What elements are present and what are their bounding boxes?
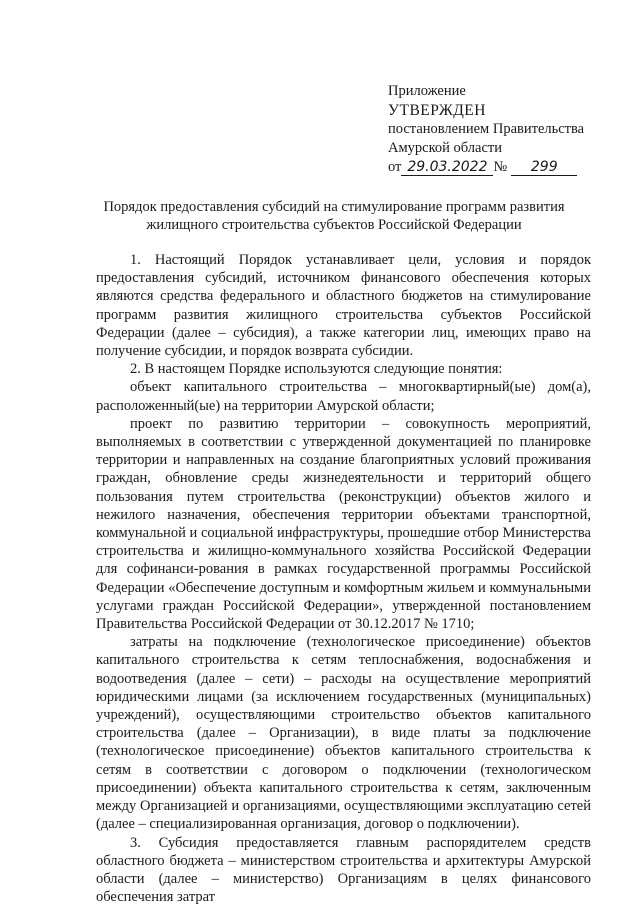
approval-block [388, 82, 584, 177]
date-prefix: от [388, 159, 401, 175]
title-line-1: Порядок предоставления субсидий на стимулирование программ развития [96, 198, 572, 216]
definition-capital-object: объект капитального строительства – многоквартирный(ые) дом(а), расположенный(ые) на территории Амурской области; [96, 378, 591, 414]
definition-territory-project: проект по развитию территории – совокупность мероприятий, выполняемых в соответствии с утвержденной документацией по планировке территории и направленных на создание благоприятных условий проживания граждан, обновление среды жизнедеятельности и территорий общего пользования путем строительства (реконструкции) объектов жилого и нежилого назначения, обеспечения территории объектами транспортной, коммунальной и социальной инфраструктуры, прошедшие отбор Министерства строительства и жилищно-коммунального хозяйства Российской Федерации для софинанси-рования в рамках государственной программы Российской Федерации «Обеспечение доступным и комфортным жильем и коммунальными услугами граждан Российской Федерации», утвержденной постановлением Правительства Российской Федерации от 30.12.2017 № 1710; [96, 415, 591, 633]
paragraph-3: 3. Субсидия предоставляется главным распорядителем средств областного бюджета – министерством строительства и архитектуры Амурской области (далее – министерство) Организациям в целях финансового обеспечения затрат [96, 834, 591, 906]
appendix-label: Приложение [388, 82, 584, 101]
handwritten-date: 29.03.2022 [401, 160, 493, 176]
region-label: Амурской области [388, 139, 584, 158]
paragraph-1: 1. Настоящий Порядок устанавливает цели, условия и порядок предоставления субсидий, источником финансового обеспечения которых являются средства федерального и областного бюджетов на стимулирование программ развития жилищного строительства субъектов Российской Федерации (далее – субсидия), а также категории лиц, имеющих право на получение субсидии, и порядок возврата субсидии. [96, 251, 591, 360]
approved-by-label: постановлением Правительства [388, 120, 584, 139]
decree-date-line [388, 158, 584, 177]
title-line-2: жилищного строительства субъектов Российской Федерации [96, 216, 572, 234]
definition-connection-costs: затраты на подключение (технологическое присоединение) объектов капитального строительства к сетям теплоснабжения, водоснабжения и водоотведения (далее – сети) – расходы на осуществление мероприятий юридическими лицами (за исключением государственных (муниципальных) учреждений), осуществляющими строительство объектов капитального строительства (далее – Организации), в виде платы за подключение (технологическое присоединение) объектов капитального строительства к сетям в соответствии с договором о подключении (технологическом присоединении) объекта капитального строительства к сетям, заключенным между Организацией и организациями, осуществляющими эксплуатацию сетей (далее – специализированная организация, договор о подключении). [96, 633, 591, 833]
handwritten-number: 299 [511, 160, 577, 176]
approved-label: УТВЕРЖДЕН [388, 101, 584, 120]
document-title [96, 198, 572, 234]
document-body [96, 251, 591, 906]
number-sign: № [493, 159, 507, 175]
paragraph-2: 2. В настоящем Порядке используются следующие понятия: [96, 360, 591, 378]
